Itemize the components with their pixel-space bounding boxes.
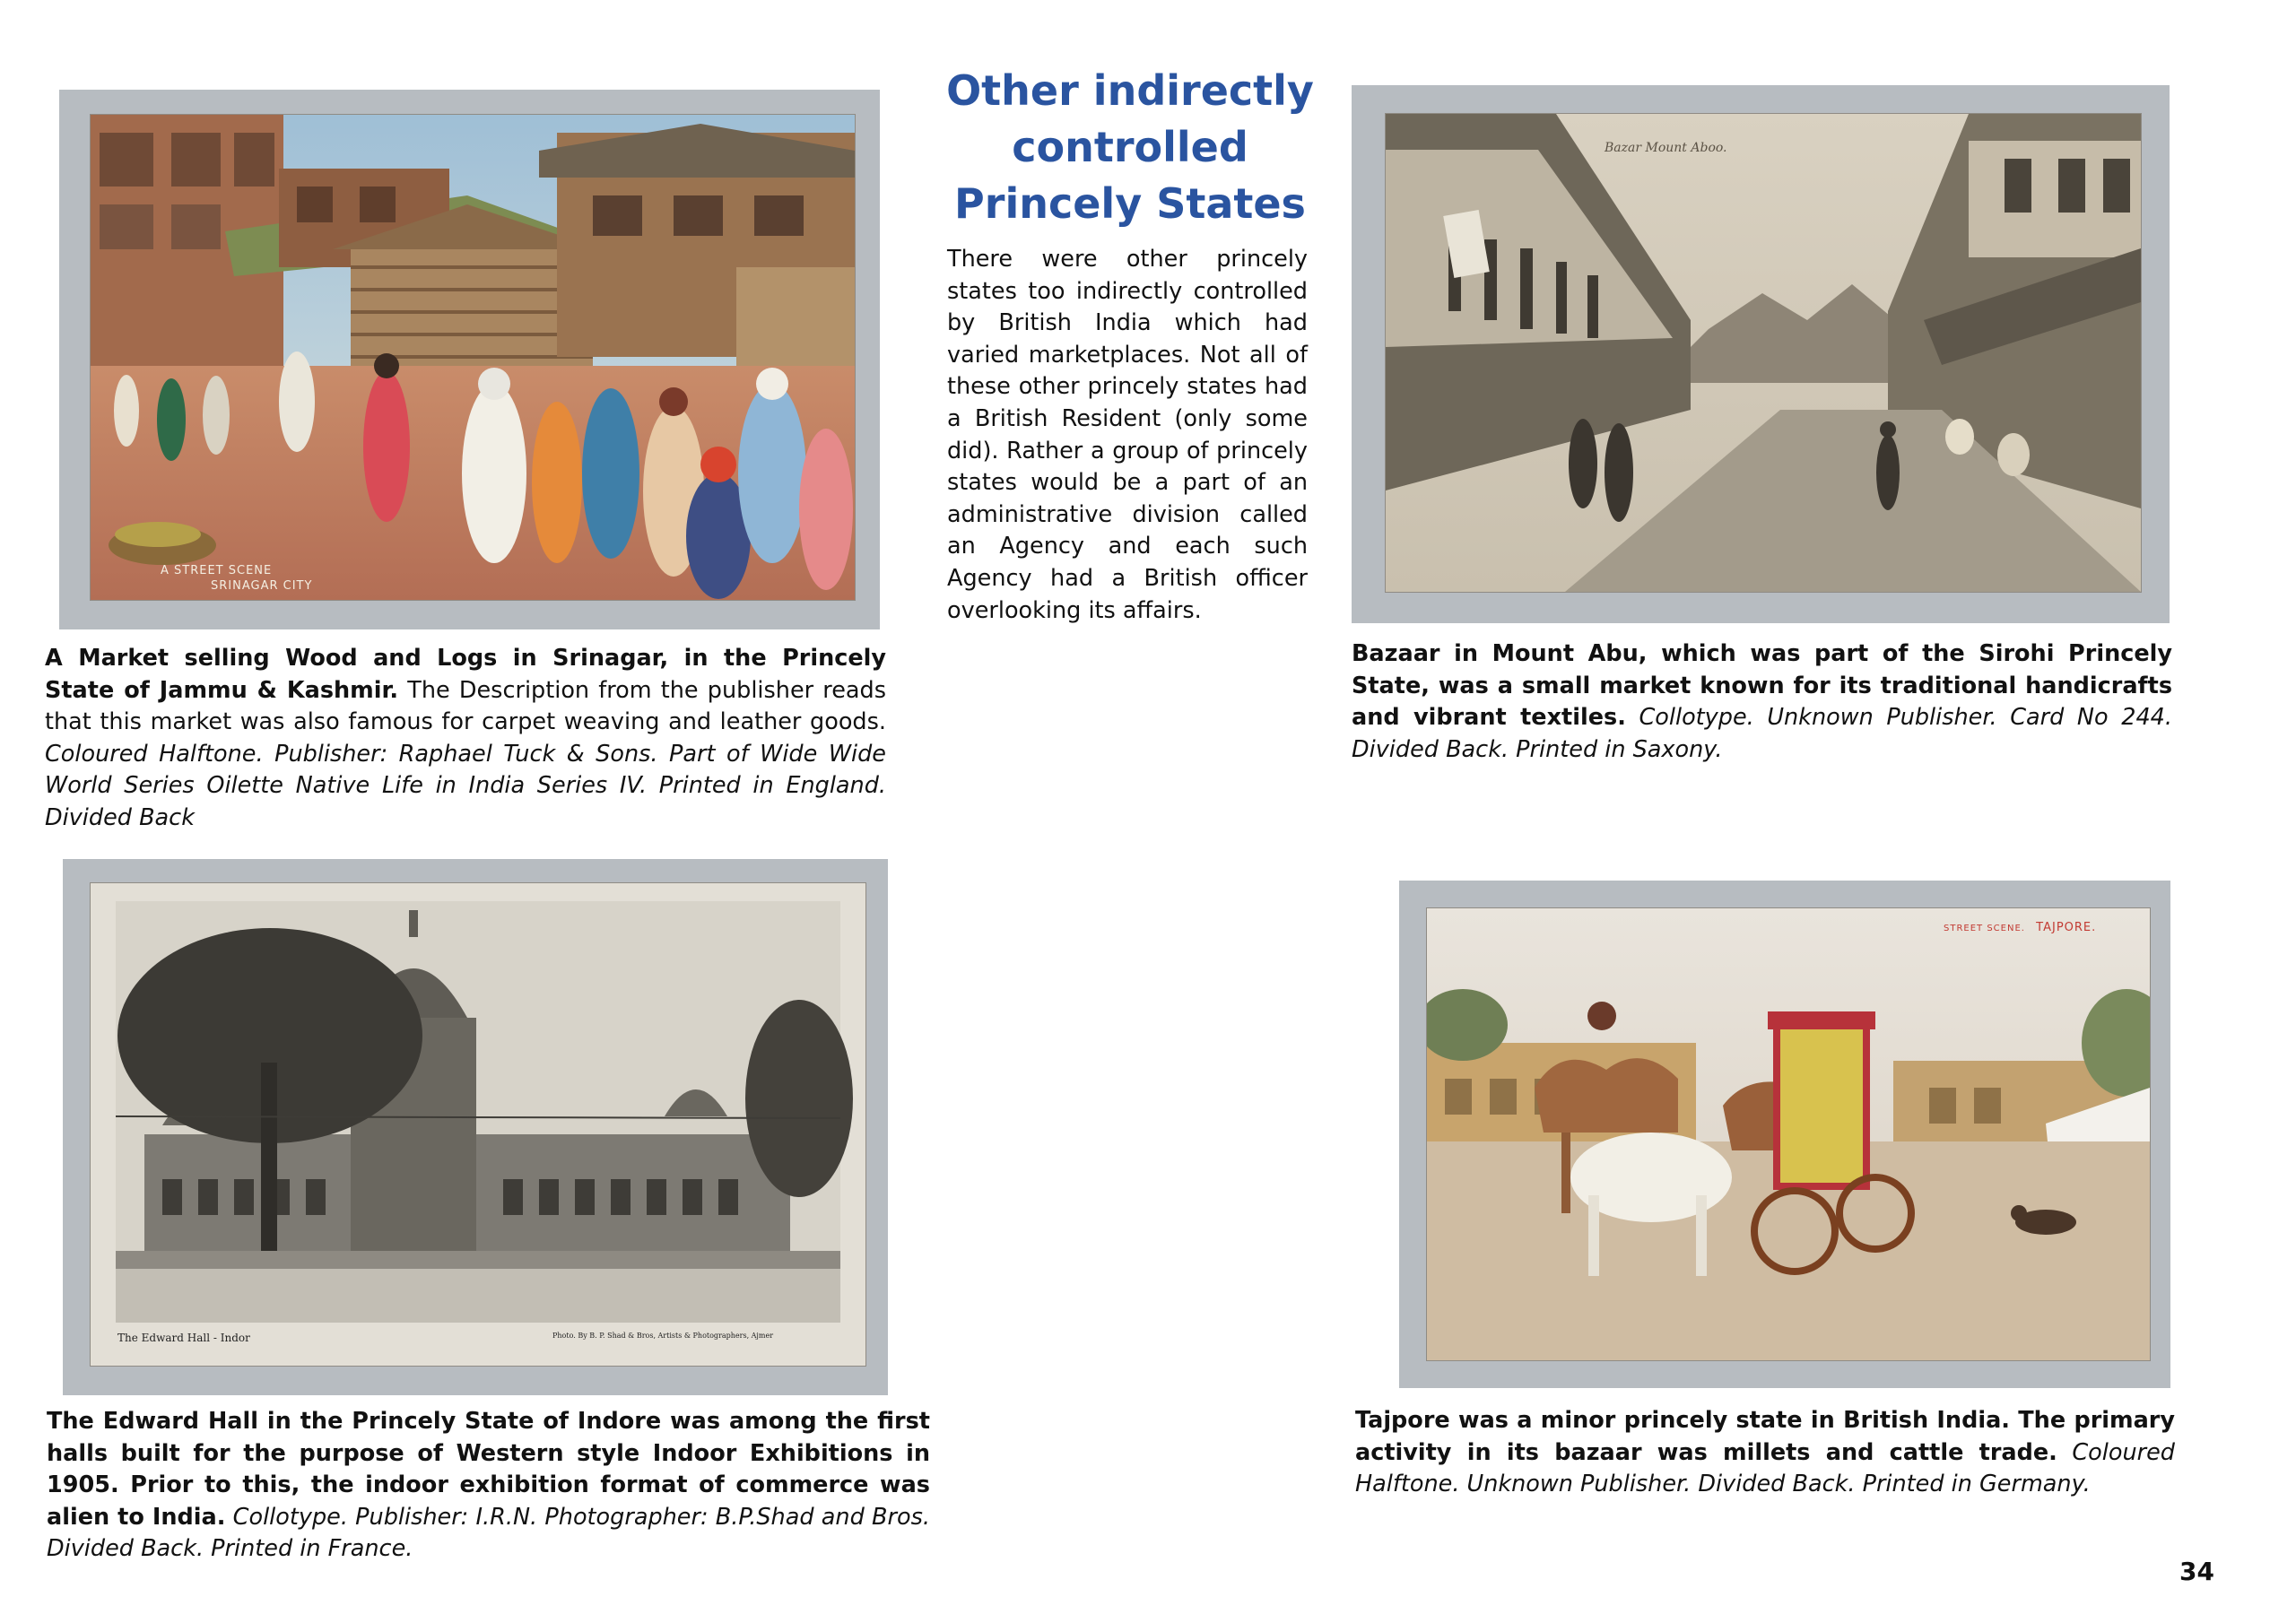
caption-srinagar-italic: Coloured Halftone. Publisher: Raphael Tuck & Sons. Part of Wide Wide World Series Oilette Native Life in India Series IV. Printed in England. Divided Back (45, 740, 886, 831)
caption-indore-bold: The Edward Hall in the Princely State of Indore was among the first halls built for the purpose of Western style Indoor Exhibitions in 1905. Prior to this, the indoor exhibition format of commerce was alien to India. (47, 1408, 930, 1531)
caption-mount-abu-italic: Collotype. Unknown Publisher. Card No 244. Divided Back. Printed in Saxony. (1352, 704, 2172, 763)
tajpore-card-title-part-1: STREET SCENE. (1944, 924, 2025, 933)
caption-indore-italic: Collotype. Publisher: I.R.N. Photographer: B.P.Shad and Bros. Divided Back. Printed in France. (47, 1503, 930, 1562)
mount-abu-bazaar-photo (1386, 114, 2141, 592)
heading-line-2: controlled (1012, 123, 1248, 171)
intro-paragraph: There were other princely states too indirectly controlled by British India which had varied marketplaces. Not all of these other princely states had a British Resident (only some did). Rather a group of princely states would be a part of an administrative division called an Agency and each such Agency had a British officer overlooking its affairs. (947, 246, 1308, 624)
indore-card-caption-left: The Edward Hall - Indor (117, 1332, 250, 1344)
tajpore-street-scene (1427, 908, 2150, 1360)
page-number: 34 (2179, 1557, 2214, 1586)
postcard-indore (90, 882, 866, 1367)
edward-hall-photo (91, 883, 865, 1366)
srinagar-card-printed-title (161, 563, 312, 594)
caption-srinagar-plain: The Description from the publisher reads that this market was also famous for carpet weaving and leather goods. (45, 676, 886, 735)
postcard-mount-abu (1385, 113, 2142, 593)
caption-mount-abu-bold: Bazaar in Mount Abu, which was part of the Sirohi Princely State, was a small market known for its traditional handicrafts and vibrant textiles. (1352, 640, 2172, 731)
caption-indore-plain (225, 1504, 232, 1531)
caption-tajpore-bold: Tajpore was a minor princely state in British India. The primary activity in its bazaar was millets and cattle trade. (1355, 1407, 2175, 1466)
postcard-tajpore (1426, 907, 2151, 1361)
caption-srinagar (45, 643, 886, 834)
caption-indore (47, 1406, 930, 1566)
mount-abu-card-printed-title: Bazar Mount Aboo. (1605, 141, 1727, 155)
srinagar-card-title-line-2: SRINAGAR CITY (211, 579, 313, 593)
tajpore-card-title-part-2: TAJPORE. (2036, 921, 2097, 934)
indore-card-caption-right: Photo. By B. P. Shad & Bros, Artists & Photographers, Ajmer (552, 1332, 774, 1340)
page-heading (933, 63, 1327, 232)
caption-srinagar-bold: A Market selling Wood and Logs in Srinagar, in the Princely State of Jammu & Kashmir. (45, 645, 886, 704)
caption-mount-abu (1352, 638, 2172, 766)
srinagar-card-title-line-1: A STREET SCENE (161, 564, 273, 577)
tajpore-card-printed-title (1944, 921, 2096, 934)
heading-line-1: Other indirectly (946, 66, 1314, 115)
caption-tajpore-plain (2057, 1439, 2073, 1466)
postcard-srinagar (90, 114, 856, 601)
caption-tajpore-italic: Coloured Halftone. Unknown Publisher. Divided Back. Printed in Germany. (1355, 1438, 2175, 1497)
srinagar-street-illustration (91, 115, 855, 600)
heading-line-3: Princely States (954, 179, 1306, 228)
caption-tajpore (1355, 1405, 2175, 1501)
